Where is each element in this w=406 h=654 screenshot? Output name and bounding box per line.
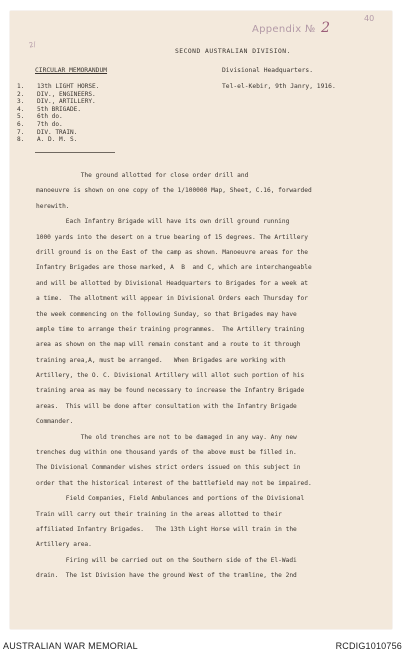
body-line: Artillery, the O. C. Divisional Artillery will allot such portion of his [36,372,305,380]
memo-body [36,168,366,584]
distribution-item [17,113,99,121]
distribution-item [17,106,99,114]
body-line: Train will carry out their training in the areas allotted to their [36,510,282,518]
distribution-number: 3. [17,98,25,106]
distribution-number: 4. [17,105,25,113]
distribution-recipient: DIV., ARTILLERY. [37,98,96,106]
distribution-recipient: 5th BRIGADE. [37,105,82,113]
archive-credit: AUSTRALIAN WAR MEMORIAL [3,641,138,651]
distribution-recipient: DIV. TRAIN. [37,128,78,136]
distribution-divider [35,152,115,153]
division-heading: SECOND AUSTRALIAN DIVISION. [175,48,291,55]
body-line: area as shown on the map will remain constant and a route to it through [36,341,301,349]
body-line: trenches dug within one thousand yards of the above must be filled in. [36,449,297,457]
distribution-number: 1. [17,83,25,90]
distribution-recipient: 13th LIGHT HORSE. [37,83,100,90]
headquarters-label: Divisional Headquarters. [222,67,313,74]
distribution-number: 2. [17,90,25,98]
body-line: herewith. [36,202,70,210]
body-line: The Divisional Commander wishes strict orders issued on this subject in [36,464,301,472]
body-line: a time. The allotment will appear in Divisional Orders each Thursday for [36,295,308,303]
body-line: The ground allotted for close order drill and [36,172,249,179]
body-line: drain. The 1st Division have the ground West of the tramline, the 2nd [36,572,297,580]
place-date: Tel-el-Kebir, 9th Janry, 1916. [222,83,336,90]
distribution-number: 5. [17,113,25,121]
distribution-item [17,121,99,129]
page-number: 40 [364,14,375,23]
body-line: training area as may be found necessary to increase the Infantry Brigade [36,387,305,395]
distribution-item [17,129,99,137]
distribution-number: 8. [17,136,25,144]
body-line: drill ground is on the East of the camp as shown. Manoeuvre areas for the [36,248,308,256]
body-line: affiliated Infantry Brigades. The 13th Light Horse will train in the [36,525,297,533]
body-line: ample time to arrange their training programmes. The Artillery training [36,325,305,333]
distribution-recipient: DIV., ENGINEERS. [37,90,96,98]
body-line: Commander. [36,418,74,426]
distribution-recipient: 7th do. [37,120,63,128]
distribution-list [17,83,99,144]
body-line: training area,A, must be arranged. When Brigades are working with [36,356,286,364]
body-line: Each Infantry Brigade will have its own drill ground running [36,218,290,226]
body-line: and will be allotted by Divisional Headquarters to Brigades for a week at [36,279,308,287]
archive-stamp: 2/ [28,40,37,50]
distribution-item [17,83,99,91]
distribution-item [17,98,99,106]
body-line: the week commencing on the following Sunday, so that Brigades may have [36,310,297,318]
body-line: manoeuvre is shown on one copy of the 1/100000 Map, Sheet, C.16, forwarded [36,187,312,195]
body-line: Artillery area. [36,541,92,549]
memo-title: CIRCULAR MEMORANDUM [35,67,108,74]
appendix-label: Appendix № [252,24,316,35]
body-line: Infantry Brigades are those marked, A B and C, which are interchangeable [36,264,312,272]
body-line: The old trenches are not to be damaged in any way. Any new [36,433,297,441]
distribution-item [17,91,99,99]
distribution-recipient: 6th do. [37,113,63,121]
body-line: order that the historical interest of the battlefield may not be impaired. [36,479,312,487]
distribution-number: 7. [17,128,25,136]
appendix-annotation [252,20,330,36]
appendix-number: 2 [321,20,331,36]
body-line: Firing will be carried out on the Southern side of the El-Wadi [36,556,297,564]
distribution-number: 6. [17,120,25,128]
distribution-item [17,136,99,144]
document-page [10,11,392,629]
body-line: 1000 yards into the desert on a true bearing of 15 degrees. The Artillery [36,233,308,241]
body-line: Field Companies, Field Ambulances and portions of the Divisional [36,495,305,503]
distribution-recipient: A. D. M. S. [37,136,78,144]
body-line: areas. This will be done after consultation with the Infantry Brigade [36,402,297,410]
record-id: RCDIG1010756 [335,641,402,651]
